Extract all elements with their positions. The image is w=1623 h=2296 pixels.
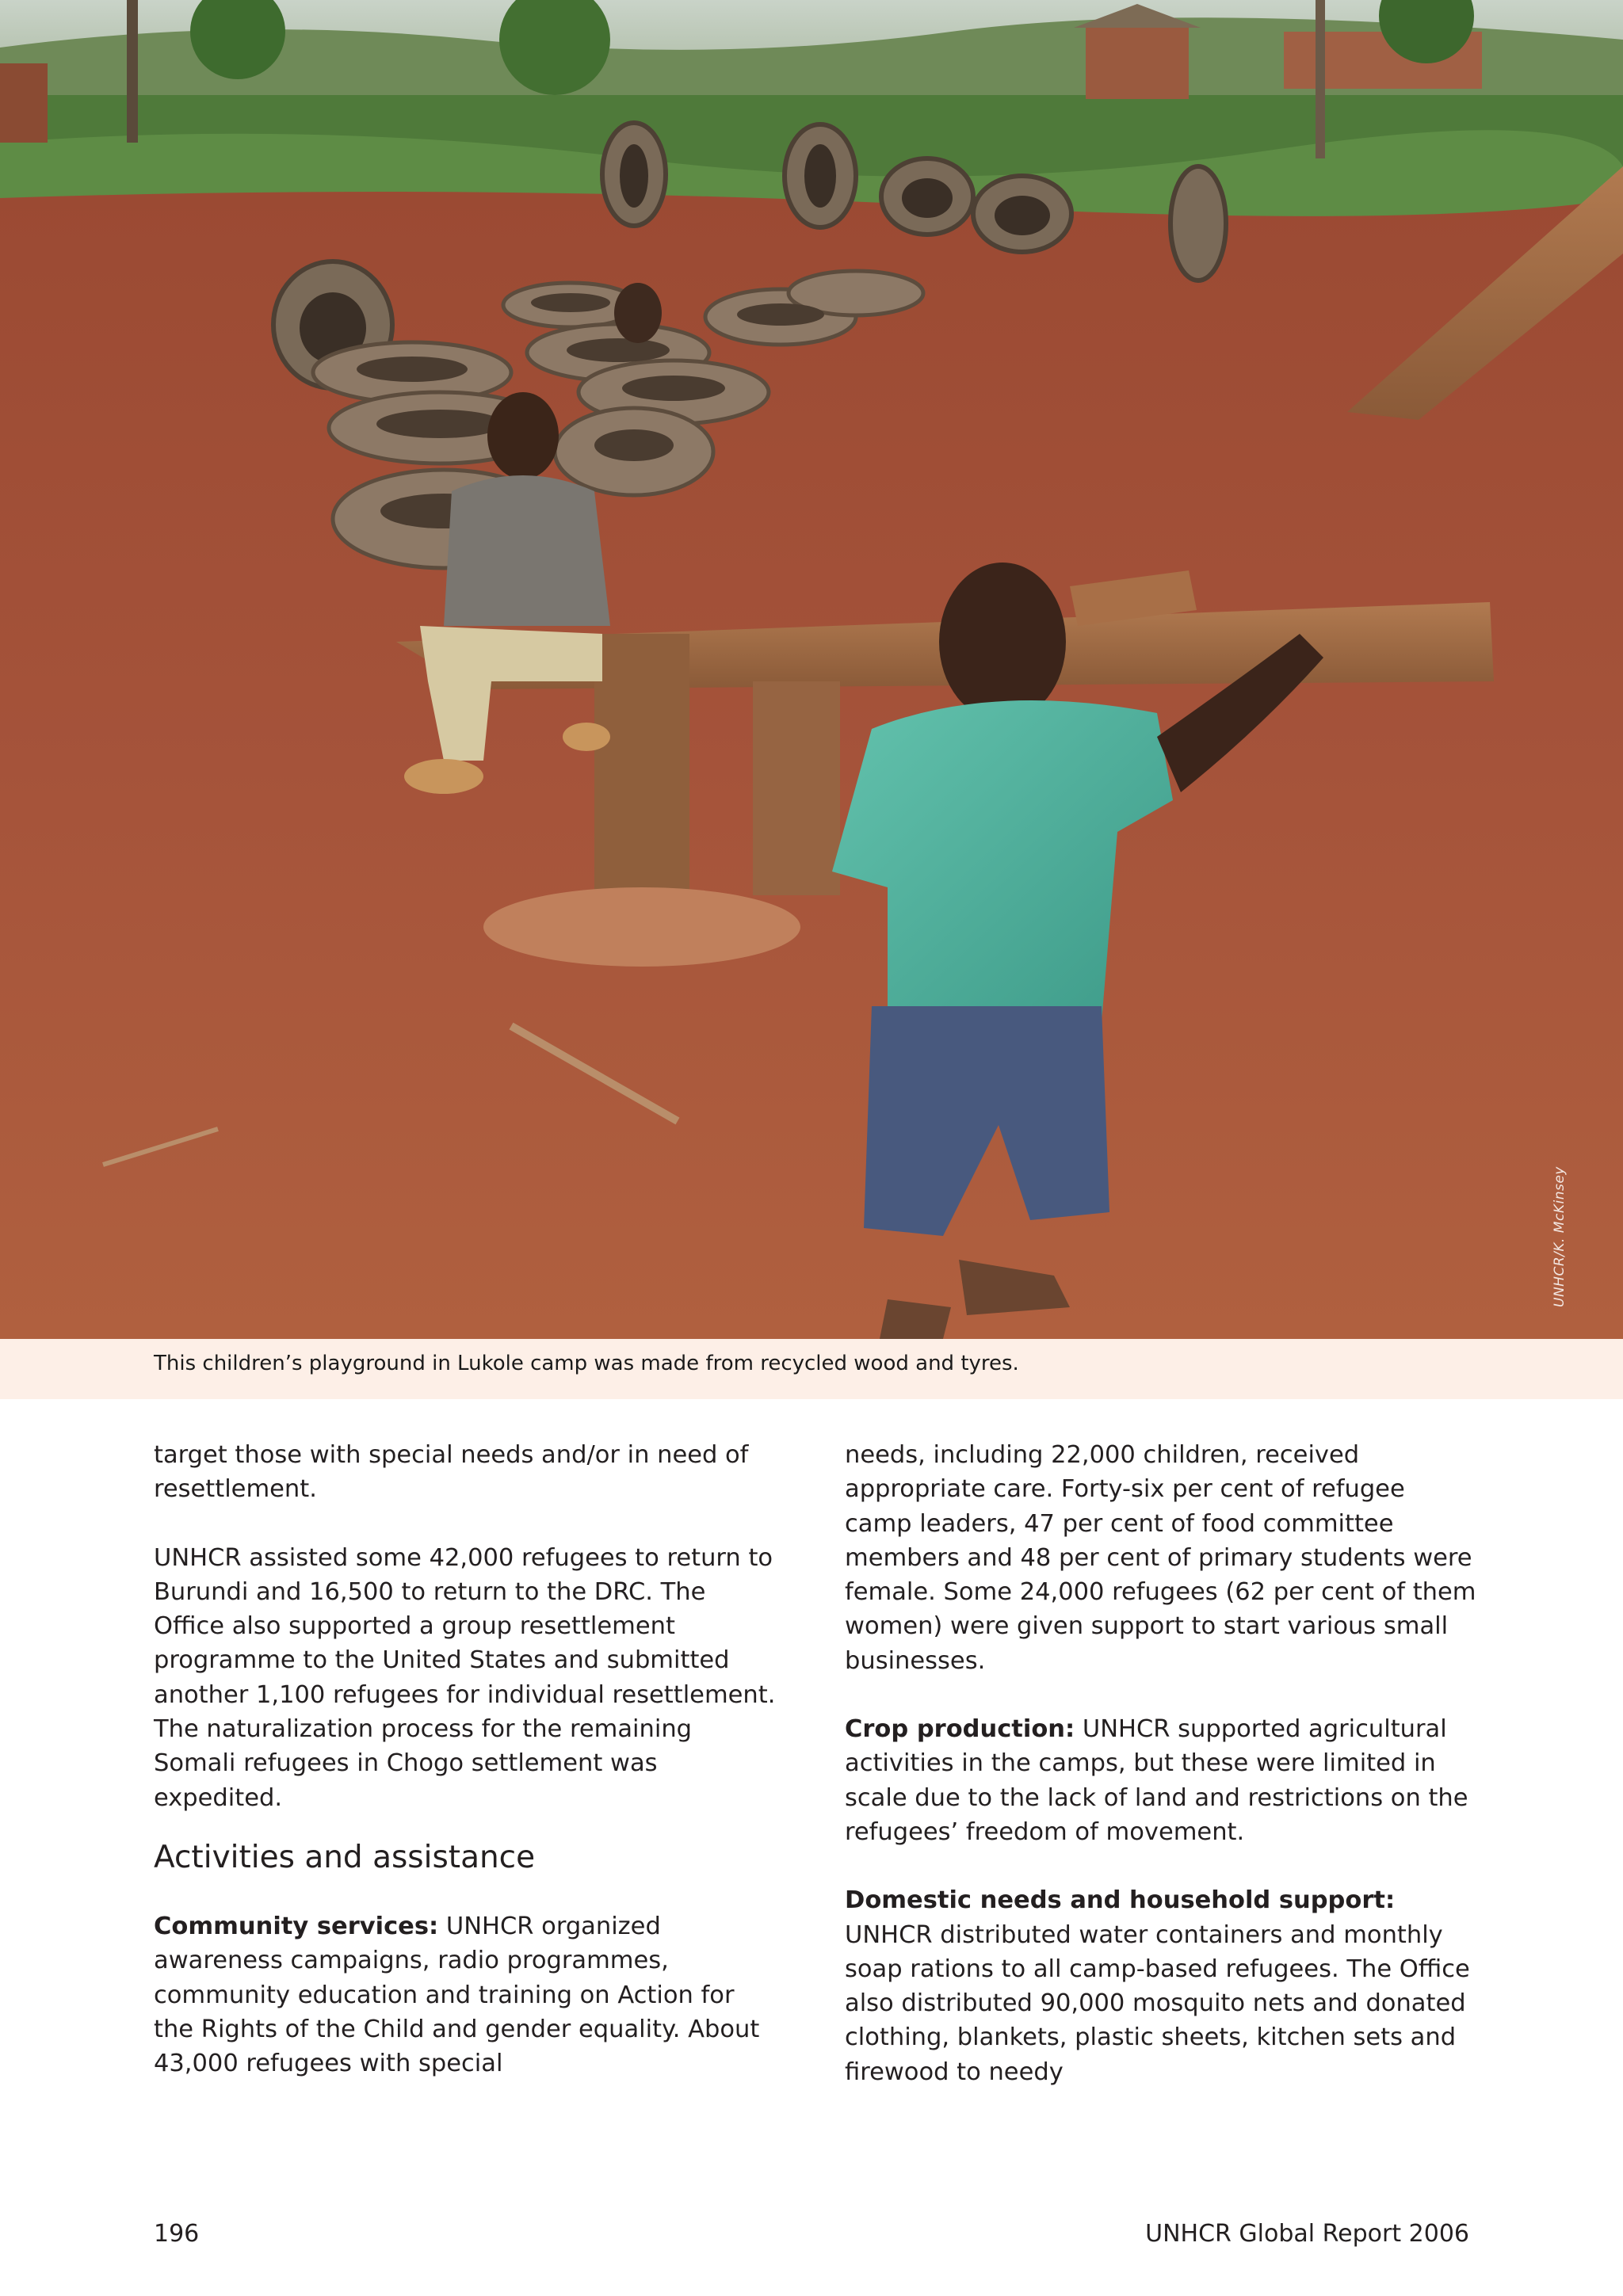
- paragraph-domestic-needs: [845, 1883, 1479, 2089]
- body-community-services: UNHCR organized awareness campaigns, radio programmes, community education and training on Action for the Rights of the Child and gender equality. About 43,000 refugees with special: [154, 1912, 760, 2078]
- paragraph-special-needs: target those with special needs and/or in need of resettlement.: [154, 1441, 749, 1504]
- paragraph-special-needs-care: needs, including 22,000 children, received appropriate care. Forty-six per cent of refugee camp leaders, 47 per cent of food committee members and 48 per cent of primary students were female. Some 24,000 refugees (62 per cent of them women) were given support to start various small businesses.: [845, 1441, 1476, 1675]
- right-column: [845, 1438, 1479, 2089]
- photo-credit: UNHCR/K. McKinsey: [1552, 1166, 1568, 1307]
- paragraph-returns: UNHCR assisted some 42,000 refugees to return to Burundi and 16,500 to return to the DRC. The Office also supported a group resettlement programme to the United States and submitted another 1,100 refugees for individual resettlement. The naturalization process for the remaining Somali refugees in Chogo settlement was expedited.: [154, 1543, 776, 1812]
- paragraph-crop-production: [845, 1712, 1479, 1849]
- lead-domestic-needs: Domestic needs and household support:: [845, 1886, 1396, 1915]
- publication-title: UNHCR Global Report 2006: [1145, 2220, 1469, 2248]
- paragraph-community-services: [154, 1909, 780, 2081]
- left-column: [154, 1438, 780, 2081]
- photo-caption: This children’s playground in Lukole camp was made from recycled wood and tyres.: [154, 1352, 1019, 1375]
- lead-community-services: Community services:: [154, 1912, 439, 1940]
- lead-crop-production: Crop production:: [845, 1715, 1075, 1744]
- section-heading: Activities and assistance: [154, 1839, 536, 1875]
- body-domestic-needs: UNHCR distributed water containers and monthly soap rations to all camp-based refugees. The Office also distributed 90,000 mosquito nets and donated clothing, blankets, plastic sheets, kitchen sets and firewood to needy: [845, 1920, 1470, 2086]
- body-crop-production: UNHCR supported agricultural activities in the camps, but these were limited in scale due to the lack of land and restrictions on the refugees’ freedom of movement.: [845, 1715, 1468, 1846]
- page-number: 196: [154, 2220, 200, 2248]
